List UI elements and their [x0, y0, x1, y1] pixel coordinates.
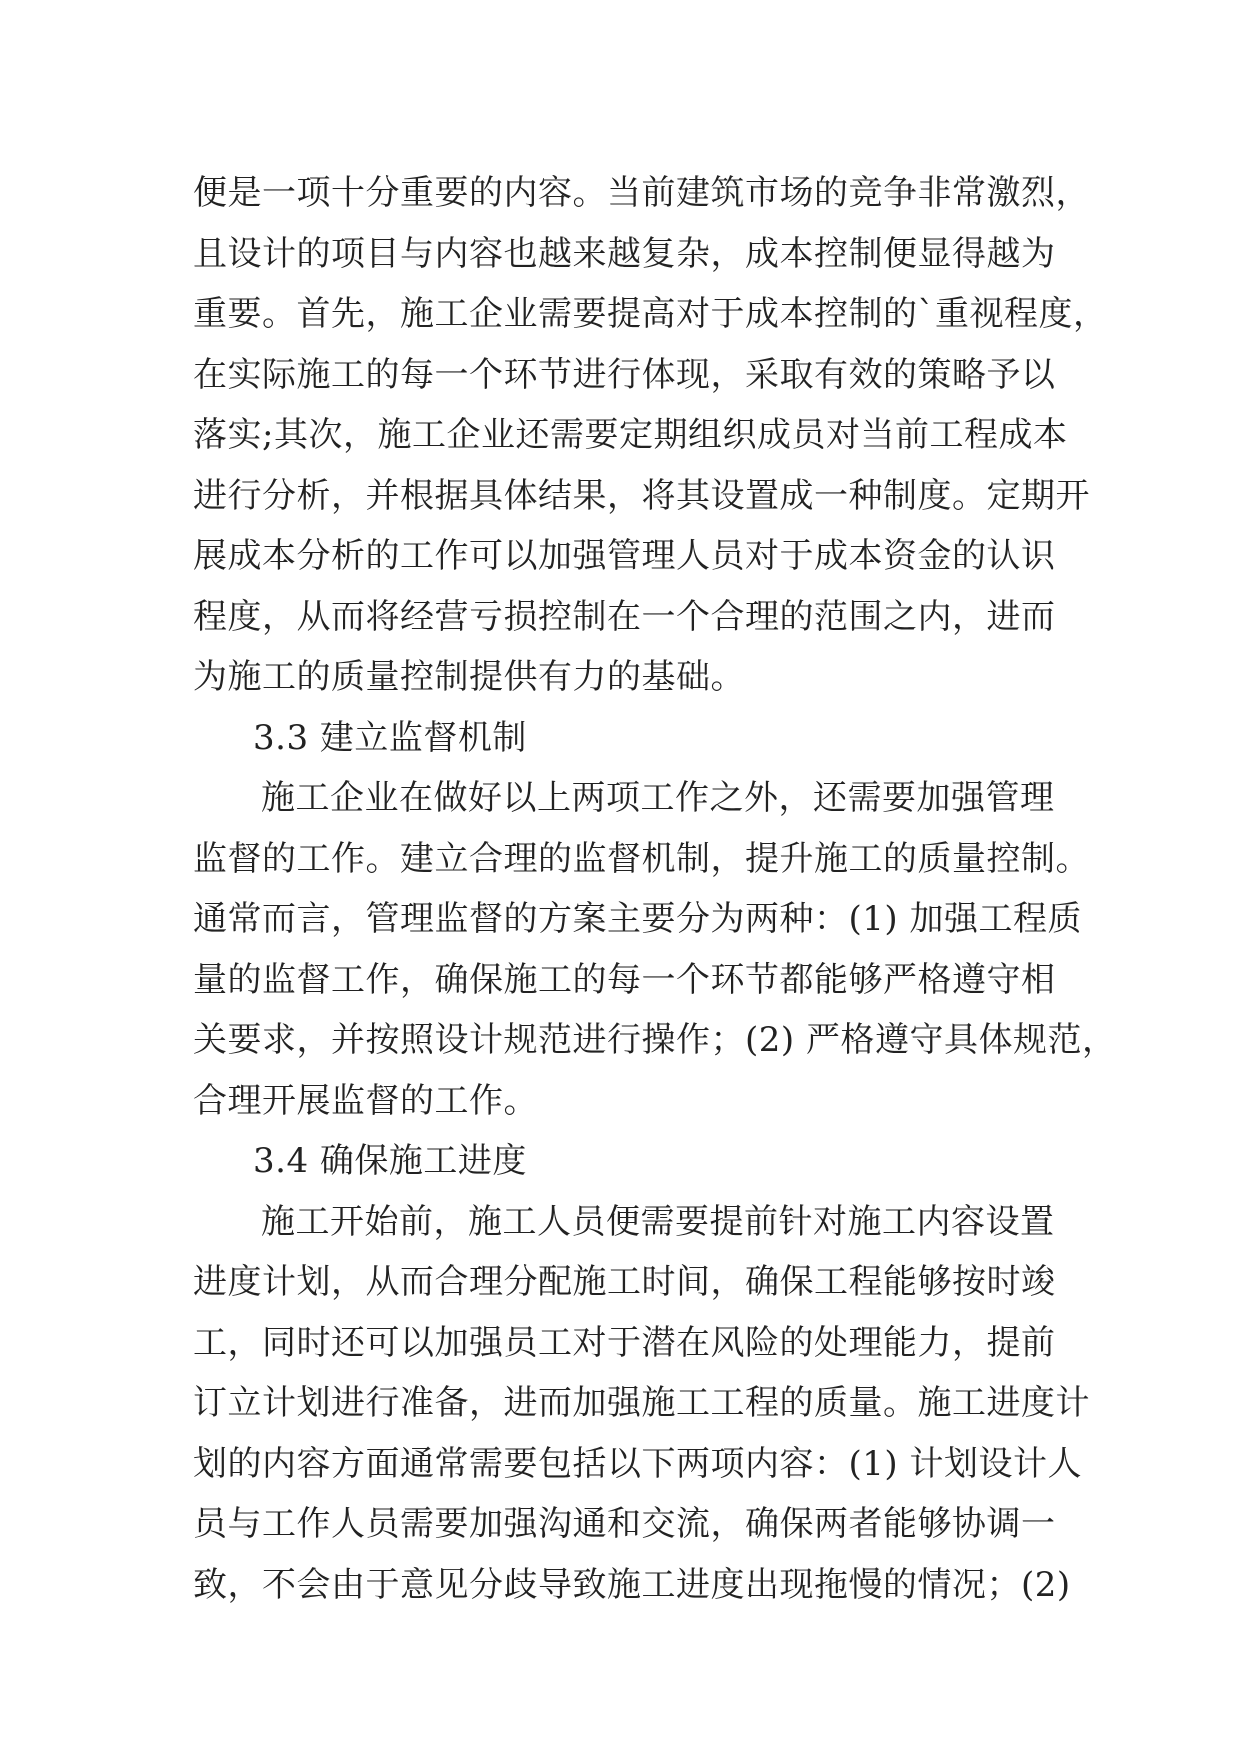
text-line: 进度计划，从而合理分配施工时间，确保工程能够按时竣 [193, 1262, 1056, 1302]
text-line: 便是一项十分重要的内容。当前建筑市场的竞争非常激烈， [193, 173, 1090, 213]
section-heading: 3.3 建立监督机制 [253, 717, 527, 758]
text-line: 通常而言，管理监督的方案主要分为两种：(1) 加强工程质 [193, 899, 1082, 939]
text-line: 致，不会由于意见分歧导致施工进度出现拖慢的情况；(2) [193, 1564, 1071, 1605]
text-line: 划的内容方面通常需要包括以下两项内容：(1) 计划设计人 [193, 1443, 1082, 1484]
text-line: 员与工作人员需要加强沟通和交流，确保两者能够协调一 [193, 1504, 1056, 1544]
text-line: 施工企业在做好以上两项工作之外，还需要加强管理 [261, 778, 1055, 818]
section-heading: 3.4 确保施工进度 [253, 1141, 527, 1181]
text-line: 重要。首先，施工企业需要提高对于成本控制的`重视程度， [193, 294, 1108, 334]
text-line: 合理开展监督的工作。 [193, 1080, 538, 1121]
text-line: 为施工的质量控制提供有力的基础。 [193, 657, 745, 697]
text-line: 施工开始前，施工人员便需要提前针对施工内容设置 [261, 1201, 1055, 1242]
text-line: 进行分析，并根据具体结果，将其设置成一种制度。定期开 [193, 475, 1090, 516]
text-line: 订立计划进行准备，进而加强施工工程的质量。施工进度计 [193, 1383, 1090, 1423]
text-line: 程度，从而将经营亏损控制在一个合理的范围之内，进而 [193, 596, 1056, 637]
text-line: 关要求，并按照设计规范进行操作；(2) 严格遵守具体规范， [193, 1020, 1117, 1060]
text-line: 展成本分析的工作可以加强管理人员对于成本资金的认识 [193, 536, 1056, 576]
text-line: 落实;其次，施工企业还需要定期组织成员对当前工程成本 [193, 415, 1068, 455]
text-line: 且设计的项目与内容也越来越复杂，成本控制便显得越为 [193, 233, 1056, 274]
text-line: 工，同时还可以加强员工对于潜在风险的处理能力，提前 [193, 1322, 1056, 1363]
text-line: 在实际施工的每一个环节进行体现，采取有效的策略予以 [193, 354, 1056, 395]
text-line: 量的监督工作，确保施工的每一个环节都能够严格遵守相 [193, 959, 1056, 1000]
body-text [193, 163, 1117, 1615]
text-line: 监督的工作。建立合理的监督机制，提升施工的质量控制。 [193, 838, 1090, 879]
